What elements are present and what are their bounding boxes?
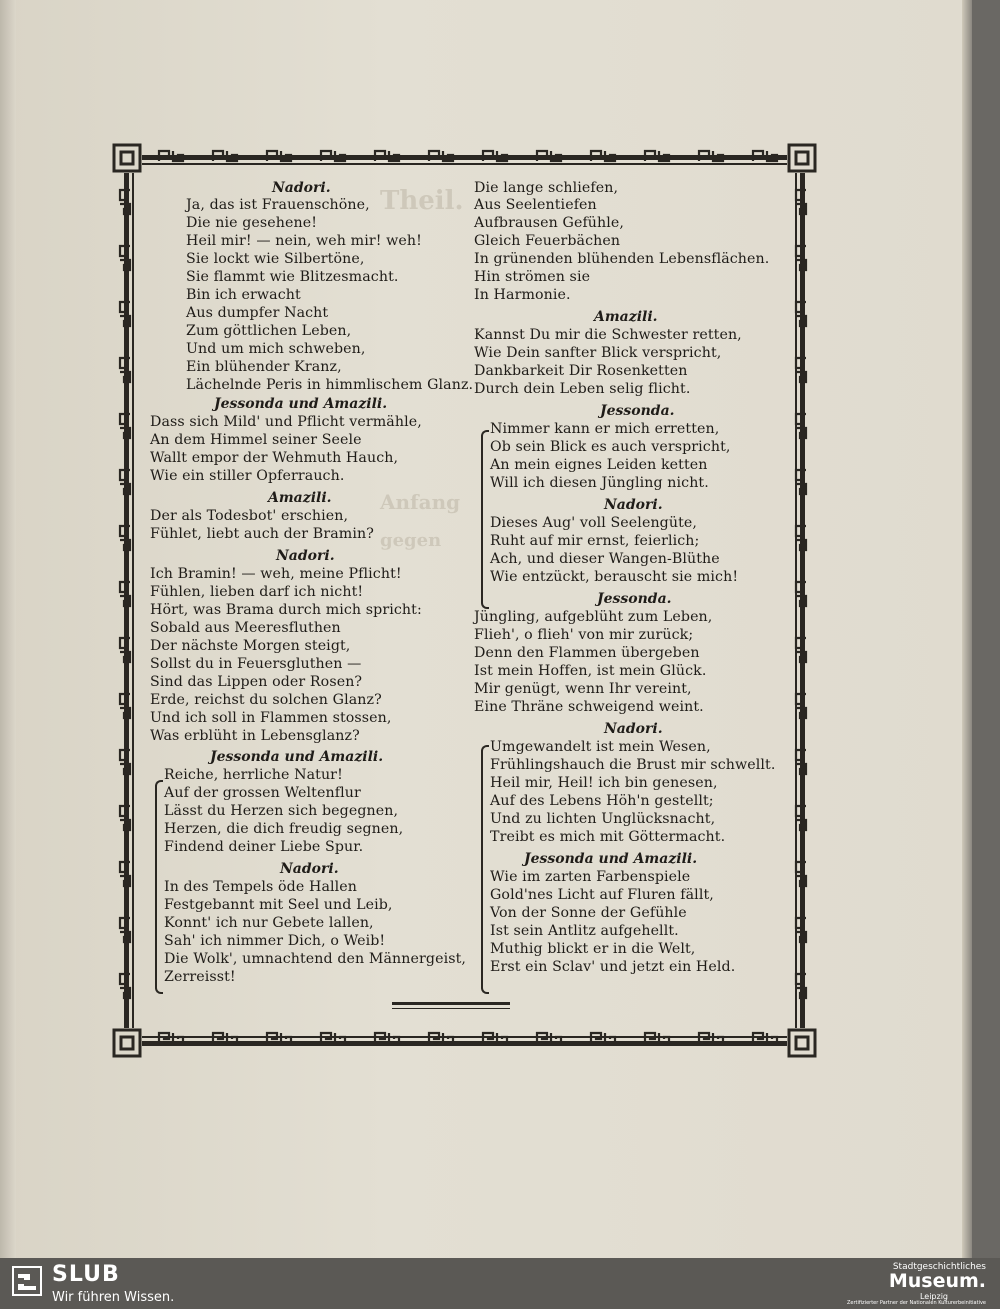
museum-name: Museum. bbox=[888, 1270, 986, 1292]
meander-ornament bbox=[794, 244, 808, 272]
verse-line: Sind das Lippen oder Rosen? bbox=[150, 674, 363, 690]
meander-ornament bbox=[118, 412, 132, 440]
meander-ornament bbox=[373, 1031, 401, 1045]
verse-line: Ein blühender Kranz, bbox=[186, 359, 342, 375]
verse-line: Durch dein Leben selig flicht. bbox=[474, 381, 691, 397]
verse-line: Treibt es mich mit Göttermacht. bbox=[490, 829, 726, 845]
verse-line: Aus Seelentiefen bbox=[474, 197, 597, 213]
verse-line: Gold'nes Licht auf Fluren fällt, bbox=[490, 887, 714, 903]
verse-line: Wie Dein sanfter Blick verspricht, bbox=[474, 345, 722, 361]
speaker-heading: Jessonda und Amazili. bbox=[210, 749, 384, 765]
brace-right-nadori bbox=[481, 745, 489, 994]
meander-ornament bbox=[118, 188, 132, 216]
meander-ornament bbox=[794, 748, 808, 776]
meander-ornament bbox=[319, 149, 347, 163]
verse-line: Herzen, die dich freudig segnen, bbox=[164, 821, 404, 837]
verse-line: Ist mein Hoffen, ist mein Glück. bbox=[474, 663, 707, 679]
verse-line: An mein eignes Leiden ketten bbox=[490, 457, 708, 473]
verse-line: Fühlet, liebt auch der Bramin? bbox=[150, 526, 374, 542]
verse-line: Wallt empor der Wehmuth Hauch, bbox=[150, 450, 399, 466]
meander-ornament bbox=[373, 149, 401, 163]
meander-ornament bbox=[118, 692, 132, 720]
meander-ornament bbox=[794, 188, 808, 216]
verse-line: Ich Bramin! — weh, meine Pflicht! bbox=[150, 566, 402, 582]
verse-line: Die lange schliefen, bbox=[474, 180, 619, 196]
brace-right-jessonda bbox=[481, 430, 489, 609]
meander-ornament bbox=[118, 860, 132, 888]
bleed-through-text: Anfang bbox=[380, 490, 461, 514]
meander-ornament bbox=[427, 149, 455, 163]
meander-ornament bbox=[643, 1031, 671, 1045]
verse-line: Von der Sonne der Gefühle bbox=[490, 905, 687, 921]
meander-ornament bbox=[794, 300, 808, 328]
verse-line: Erde, reichst du solchen Glanz? bbox=[150, 692, 382, 708]
meander-ornament bbox=[794, 972, 808, 1000]
verse-line: Aufbrausen Gefühle, bbox=[474, 215, 625, 231]
verse-line: Ja, das ist Frauenschöne, bbox=[186, 197, 370, 213]
verse-line: Und um mich schweben, bbox=[186, 341, 366, 357]
verse-line: Lächelnde Peris in himmlischem Glanz. bbox=[186, 377, 474, 393]
verse-line: Sobald aus Meeresfluthen bbox=[150, 620, 341, 636]
verse-line: Jüngling, aufgeblüht zum Leben, bbox=[474, 609, 713, 625]
verse-line: Sie lockt wie Silbertöne, bbox=[186, 251, 365, 267]
verse-line: Muthig blickt er in die Welt, bbox=[490, 941, 696, 957]
speaker-heading: Jessonda. bbox=[600, 403, 675, 419]
verse-line: Wie ein stiller Opferrauch. bbox=[150, 468, 345, 484]
speaker-heading: Jessonda und Amazili. bbox=[524, 851, 698, 867]
verse-line: Fühlen, lieben darf ich nicht! bbox=[150, 584, 364, 600]
meander-ornament bbox=[118, 524, 132, 552]
speaker-heading: Jessonda und Amazili. bbox=[214, 396, 388, 412]
verse-line: In Harmonie. bbox=[474, 287, 571, 303]
verse-line: Die nie gesehene! bbox=[186, 215, 318, 231]
meander-ornament bbox=[427, 1031, 455, 1045]
meander-ornament bbox=[794, 412, 808, 440]
verse-line: Findend deiner Liebe Spur. bbox=[164, 839, 364, 855]
meander-ornament bbox=[118, 636, 132, 664]
meander-ornament bbox=[265, 1031, 293, 1045]
meander-ornament bbox=[794, 916, 808, 944]
meander-ornament bbox=[589, 1031, 617, 1045]
bleed-through-text: Theil. bbox=[380, 186, 464, 216]
frame-left-inner bbox=[132, 173, 134, 1028]
bleed-through-text: gegen bbox=[380, 530, 442, 551]
meander-ornament bbox=[697, 1031, 725, 1045]
verse-line: Zerreisst! bbox=[164, 969, 236, 985]
meander-ornament bbox=[751, 1031, 779, 1045]
verse-line: Kannst Du mir die Schwester retten, bbox=[474, 327, 742, 343]
verse-line: Umgewandelt ist mein Wesen, bbox=[490, 739, 711, 755]
frame-top-inner bbox=[142, 163, 787, 165]
meander-ornament bbox=[118, 748, 132, 776]
verse-line: Eine Thräne schweigend weint. bbox=[474, 699, 704, 715]
meander-ornament bbox=[157, 149, 185, 163]
frame-corner-ornament bbox=[112, 143, 142, 173]
verse-line: Will ich diesen Jüngling nicht. bbox=[490, 475, 709, 491]
verse-line: Die Wolk', umnachtend den Männergeist, bbox=[164, 951, 466, 967]
paper-edge bbox=[962, 0, 972, 1258]
meander-ornament bbox=[118, 580, 132, 608]
verse-line: Lässt du Herzen sich begegnen, bbox=[164, 803, 399, 819]
speaker-heading: Nadori. bbox=[280, 861, 339, 877]
meander-ornament bbox=[794, 524, 808, 552]
closing-rule bbox=[392, 1002, 510, 1005]
verse-line: Und zu lichten Unglücksnacht, bbox=[490, 811, 716, 827]
verse-line: Wie im zarten Farbenspiele bbox=[490, 869, 691, 885]
verse-line: Auf der grossen Weltenflur bbox=[164, 785, 361, 801]
verse-line: Zum göttlichen Leben, bbox=[186, 323, 352, 339]
verse-line: Der nächste Morgen steigt, bbox=[150, 638, 351, 654]
verse-line: An dem Himmel seiner Seele bbox=[150, 432, 362, 448]
verse-line: Flieh', o flieh' von mir zurück; bbox=[474, 627, 694, 643]
speaker-heading: Nadori. bbox=[604, 721, 663, 737]
meander-ornament bbox=[481, 1031, 509, 1045]
meander-ornament bbox=[211, 149, 239, 163]
speaker-heading: Jessonda. bbox=[597, 591, 672, 607]
slub-logo-icon bbox=[12, 1266, 42, 1296]
meander-ornament bbox=[319, 1031, 347, 1045]
closing-rule-thin bbox=[392, 1008, 510, 1009]
meander-ornament bbox=[794, 804, 808, 832]
meander-ornament bbox=[157, 1031, 185, 1045]
meander-ornament bbox=[697, 149, 725, 163]
meander-ornament bbox=[211, 1031, 239, 1045]
speaker-heading: Nadori. bbox=[604, 497, 663, 513]
meander-ornament bbox=[265, 149, 293, 163]
verse-line: Bin ich erwacht bbox=[186, 287, 301, 303]
verse-line: Dass sich Mild' und Pflicht vermähle, bbox=[150, 414, 422, 430]
slub-tagline: Wir führen Wissen. bbox=[52, 1290, 175, 1305]
meander-ornament bbox=[589, 149, 617, 163]
meander-ornament bbox=[794, 356, 808, 384]
verse-line: Denn den Flammen übergeben bbox=[474, 645, 700, 661]
verse-line: Ist sein Antlitz aufgehellt. bbox=[490, 923, 679, 939]
speaker-heading: Nadori. bbox=[276, 548, 335, 564]
brace-left-duet bbox=[155, 780, 163, 994]
verse-line: Dieses Aug' voll Seelengüte, bbox=[490, 515, 698, 531]
verse-line: Sollst du in Feuersgluthen — bbox=[150, 656, 362, 672]
speaker-heading: Amazili. bbox=[594, 309, 658, 325]
verse-line: Reiche, herrliche Natur! bbox=[164, 767, 343, 783]
verse-line: Nimmer kann er mich erretten, bbox=[490, 421, 720, 437]
meander-ornament bbox=[535, 149, 563, 163]
meander-ornament bbox=[118, 804, 132, 832]
meander-ornament bbox=[643, 149, 671, 163]
meander-ornament bbox=[794, 636, 808, 664]
verse-line: Erst ein Sclav' und jetzt ein Held. bbox=[490, 959, 736, 975]
verse-line: Ach, und dieser Wangen-Blüthe bbox=[490, 551, 720, 567]
meander-ornament bbox=[794, 692, 808, 720]
verse-line: Dankbarkeit Dir Rosenketten bbox=[474, 363, 688, 379]
verse-line: Und ich soll in Flammen stossen, bbox=[150, 710, 392, 726]
verse-line: Heil mir! — nein, weh mir! weh! bbox=[186, 233, 422, 249]
verse-line: Heil mir, Heil! ich bin genesen, bbox=[490, 775, 718, 791]
meander-ornament bbox=[535, 1031, 563, 1045]
frame-corner-ornament bbox=[112, 1028, 142, 1058]
verse-line: Hin strömen sie bbox=[474, 269, 591, 285]
verse-line: Festgebannt mit Seel und Leib, bbox=[164, 897, 393, 913]
verse-line: Ob sein Blick es auch verspricht, bbox=[490, 439, 731, 455]
verse-line: Was erblüht in Lebensglanz? bbox=[150, 728, 360, 744]
speaker-heading: Nadori. bbox=[272, 180, 331, 196]
verse-line: Aus dumpfer Nacht bbox=[186, 305, 329, 321]
verse-line: Wie entzückt, berauscht sie mich! bbox=[490, 569, 739, 585]
verse-line: In grünenden blühenden Lebensflächen. bbox=[474, 251, 770, 267]
verse-line: Hört, was Brama durch mich spricht: bbox=[150, 602, 422, 618]
speaker-heading: Amazili. bbox=[268, 490, 332, 506]
frame-corner-ornament bbox=[787, 1028, 817, 1058]
verse-line: Frühlingshauch die Brust mir schwellt. bbox=[490, 757, 776, 773]
verse-line: Mir genügt, wenn Ihr vereint, bbox=[474, 681, 692, 697]
meander-ornament bbox=[118, 356, 132, 384]
meander-ornament bbox=[481, 149, 509, 163]
museum-partner-note: Zertifizierter Partner der Nationalen Kulturerbeinitiative bbox=[847, 1300, 986, 1306]
verse-line: Auf des Lebens Höh'n gestellt; bbox=[490, 793, 714, 809]
verse-line: Sah' ich nimmer Dich, o Weib! bbox=[164, 933, 386, 949]
verse-line: Ruht auf mir ernst, feierlich; bbox=[490, 533, 700, 549]
meander-ornament bbox=[794, 860, 808, 888]
verse-line: Sie flammt wie Blitzesmacht. bbox=[186, 269, 399, 285]
meander-ornament bbox=[118, 916, 132, 944]
meander-ornament bbox=[118, 468, 132, 496]
verse-line: Gleich Feuerbächen bbox=[474, 233, 621, 249]
slub-brand: SLUB bbox=[52, 1262, 120, 1287]
meander-ornament bbox=[751, 149, 779, 163]
meander-ornament bbox=[118, 300, 132, 328]
page-fold-shadow bbox=[0, 0, 16, 1258]
verse-line: In des Tempels öde Hallen bbox=[164, 879, 358, 895]
frame-corner-ornament bbox=[787, 143, 817, 173]
museum-label-top: Stadtgeschichtliches bbox=[892, 1262, 986, 1272]
museum-city: Leipzig bbox=[919, 1292, 948, 1301]
meander-ornament bbox=[794, 468, 808, 496]
meander-ornament bbox=[118, 244, 132, 272]
verse-line: Konnt' ich nur Gebete lallen, bbox=[164, 915, 374, 931]
meander-ornament bbox=[118, 972, 132, 1000]
verse-line: Der als Todesbot' erschien, bbox=[150, 508, 349, 524]
meander-ornament bbox=[794, 580, 808, 608]
